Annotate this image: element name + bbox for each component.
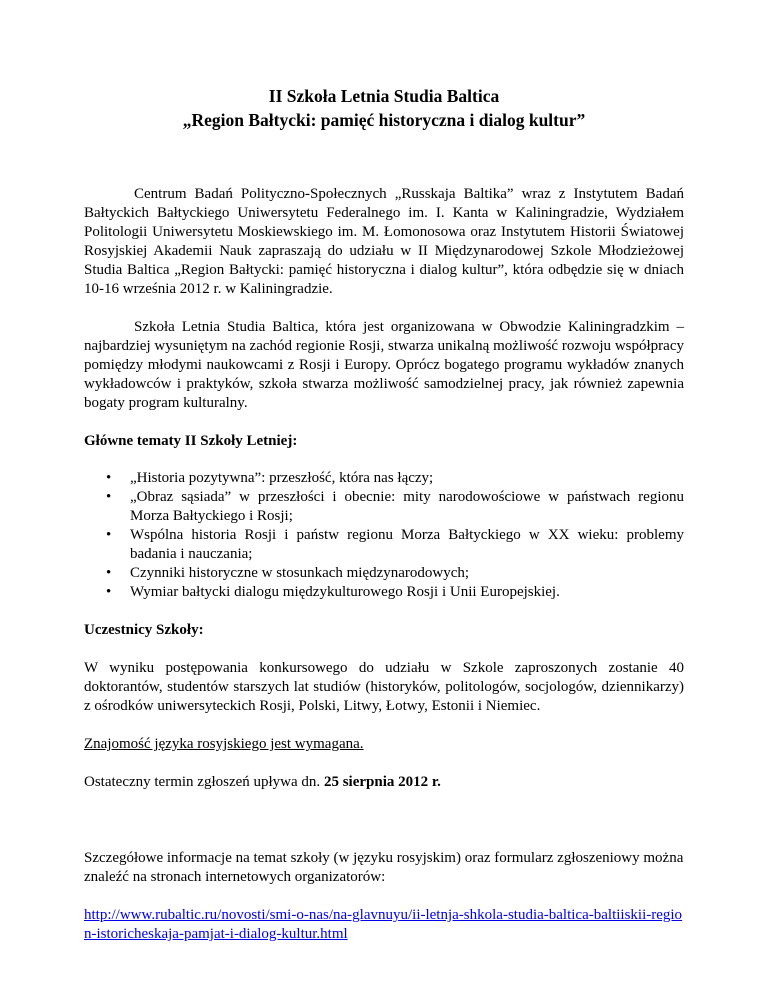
- language-requirement-text: Znajomość języka rosyjskiego jest wymagana.: [84, 736, 364, 752]
- topic-item: • „Historia pozytywna”: przeszłość, która nas łączy;: [130, 469, 684, 488]
- document-title: [84, 84, 684, 132]
- intro-paragraph-2: Szkoła Letnia Studia Baltica, która jest organizowana w Obwodzie Kaliningradzkim – najbardziej wysuniętym na zachód regionie Rosji, stwarza unikalną możliwość rozwoju współpracy pomiędzy młodymi naukowcami z Rosji i Europy. Oprócz bogatego programu wykładów znanych wykładowców i praktyków, szkoła stwarza możliwość samodzielnej pracy, jak również zapewnia bogaty program kulturalny.: [84, 319, 684, 411]
- details-paragraph: Szczegółowe informacje na temat szkoły (w języku rosyjskim) oraz formularz zgłoszeniowy można znaleźć na stronach internetowych organizatorów:: [84, 850, 684, 885]
- title-line-2: „Region Bałtycki: pamięć historyczna i dialog kultur”: [182, 110, 586, 130]
- language-requirement: [84, 735, 684, 754]
- topics-heading: Główne tematy II Szkoły Letniej:: [84, 433, 298, 449]
- participants-paragraph: W wyniku postępowania konkursowego do udziału w Szkole zaproszonych zostanie 40 doktorantów, studentów starszych lat studiów (historyków, politologów, socjologów, dziennikarzy) z ośrodków uniwersyteckich Rosji, Polski, Litwy, Łotwy, Estonii i Niemiec.: [84, 660, 684, 714]
- deadline-prefix: Ostateczny termin zgłoszeń upływa dn.: [84, 774, 324, 790]
- link-paragraph: [84, 906, 684, 944]
- topic-item: • Wymiar bałtycki dialogu międzykulturowego Rosji i Unii Europejskiej.: [130, 583, 684, 602]
- topic-item: • Wspólna historia Rosji i państw regionu Morza Bałtyckiego w XX wieku: problemy badania i nauczania;: [130, 526, 684, 564]
- title-line-1: II Szkoła Letnia Studia Baltica: [268, 86, 500, 106]
- participants-heading: Uczestnicy Szkoły:: [84, 622, 204, 638]
- topics-list: [84, 469, 684, 602]
- deadline-line: [84, 773, 684, 792]
- intro-section: [84, 185, 684, 413]
- topic-item: • Czynniki historyczne w stosunkach międzynarodowych;: [130, 564, 684, 583]
- topic-item: • „Obraz sąsiada” w przeszłości i obecnie: mity narodowościowe w państwach regionu Morza Bałtyckiego i Rosji;: [130, 488, 684, 526]
- organizer-link[interactable]: http://www.rubaltic.ru/novosti/smi-o-nas/na-glavnuyu/ii-letnja-shkola-studia-baltica-baltiiskii-region-istoricheskaja-pamjat-i-dialog-kultur.html: [84, 907, 683, 942]
- deadline-date: 25 sierpnia 2012 r.: [323, 774, 441, 790]
- intro-paragraph-1: Centrum Badań Polityczno-Społecznych „Russkaja Baltika” wraz z Instytutem Badań Bałtyckich Bałtyckiego Uniwersytetu Federalnego im. I. Kanta w Kaliningradzie, Wydziałem Politologii Uniwersytetu Moskiewskiego im. M. Łomonosowa oraz Instytutem Historii Światowej Rosyjskiej Akademii Nauk zapraszają do udziału w II Międzynarodowej Szkole Młodzieżowej Studia Baltica „Region Bałtycki: pamięć historyczna i dialog kultur”, która odbędzie się w dniach 10-16 września 2012 r. w Kaliningradzie.: [84, 186, 684, 297]
